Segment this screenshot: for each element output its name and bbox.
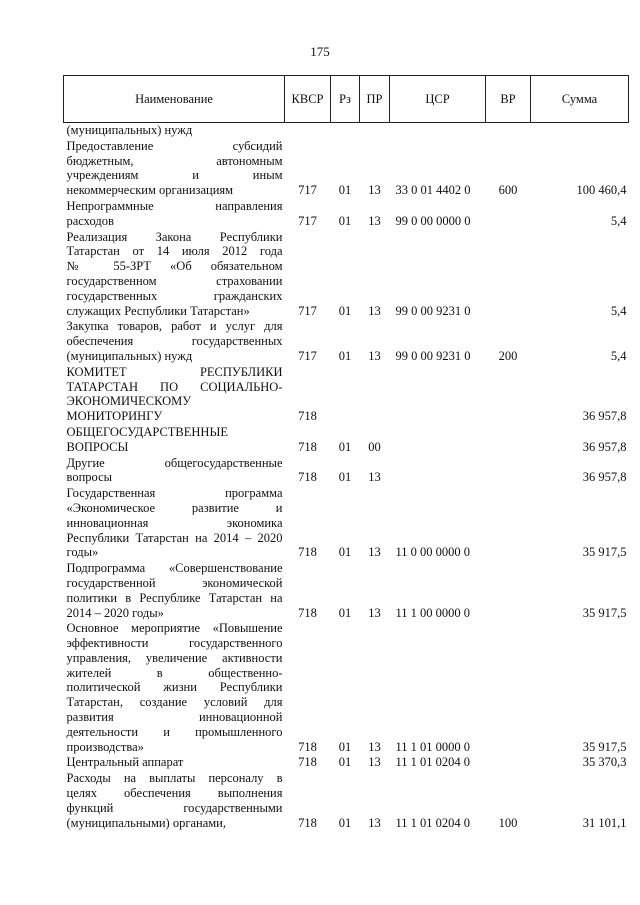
- row-name-line: обеспечения государственных: [66, 334, 283, 349]
- row-sum: 5,4: [610, 303, 627, 318]
- row-name-line: КОМИТЕТ РЕСПУБЛИКИ: [66, 364, 283, 379]
- row-name-line: ОБЩЕГОСУДАРСТВЕННЫЕ: [66, 424, 228, 439]
- row-sum: 36 957,8: [582, 470, 627, 485]
- row-kvsr: 718: [298, 605, 317, 620]
- row-pr: 13: [368, 213, 381, 228]
- row-sum: 35 370,3: [582, 755, 627, 770]
- table-row: [64, 456, 629, 487]
- row-name-line: служащих Республики Татарстан»: [66, 303, 250, 318]
- row-kvsr: 718: [298, 755, 317, 770]
- row-rz: 01: [338, 470, 352, 485]
- row-name-line: Непрограммные направления: [66, 198, 283, 213]
- row-csr: 11 1 01 0000 0: [395, 739, 471, 754]
- row-vr: [486, 561, 531, 621]
- row-name-line: «Экономическое развитие и: [66, 500, 283, 515]
- row-name: [64, 139, 285, 199]
- row-csr: [390, 425, 486, 456]
- table-header: [64, 76, 629, 123]
- row-csr: 11 1 01 0204 0: [395, 815, 471, 830]
- row-rz: 01: [338, 755, 352, 770]
- row-pr: 13: [368, 755, 381, 770]
- row-name-line: Татарстан от 14 июля 2012 года: [66, 244, 283, 259]
- row-pr: 13: [368, 739, 381, 754]
- row-name-line: Другие общегосударственные: [66, 455, 283, 470]
- row-name: [64, 771, 285, 831]
- row-csr: 11 1 00 0000 0: [395, 605, 471, 620]
- row-rz: 01: [338, 183, 352, 198]
- row-name: [64, 486, 285, 561]
- row-name-line: Подпрограмма «Совершенствование: [66, 561, 283, 576]
- row-name-line: Государственная программа: [66, 486, 283, 501]
- row-vr: [486, 621, 531, 755]
- row-sum: 35 917,5: [582, 545, 627, 560]
- row-name-line: № 55-ЗРТ «Об обязательном: [66, 259, 283, 274]
- row-csr: 11 1 01 0204 0: [395, 755, 471, 770]
- row-name-line: Расходы на выплаты персоналу в: [66, 771, 283, 786]
- row-name: [64, 621, 285, 755]
- row-csr: 99 0 00 0000 0: [395, 213, 471, 228]
- table-row: [64, 755, 629, 771]
- row-sum: 36 957,8: [582, 409, 627, 424]
- row-csr: [390, 365, 486, 425]
- row-vr: [486, 230, 531, 320]
- row-kvsr: 718: [298, 409, 317, 424]
- row-sum: 35 917,5: [582, 739, 627, 754]
- table-row: [64, 139, 629, 199]
- row-sum: [531, 123, 629, 139]
- row-name-line: вопросы: [66, 470, 113, 485]
- row-name-line: политической жизни Республики: [66, 680, 283, 695]
- row-name: [64, 425, 285, 456]
- row-pr: 13: [368, 815, 381, 830]
- table-row: [64, 486, 629, 561]
- row-csr: 33 0 01 4402 0: [395, 183, 471, 198]
- row-name-line: (муниципальными) органами,: [66, 815, 226, 830]
- row-vr: [486, 365, 531, 425]
- row-name-line: 2014 – 2020 годы»: [66, 605, 164, 620]
- row-kvsr: 718: [298, 470, 317, 485]
- row-name-line: учреждениям и иным: [66, 168, 283, 183]
- row-name-line: функций государственными: [66, 800, 283, 815]
- table-row: [64, 230, 629, 320]
- row-kvsr: 718: [298, 815, 317, 830]
- row-rz: 01: [338, 439, 352, 454]
- header-csr: ЦСР: [390, 76, 486, 123]
- row-vr: [486, 199, 531, 230]
- row-name-line: государственной экономической: [66, 575, 283, 590]
- row-csr: 11 0 00 0000 0: [395, 545, 471, 560]
- row-name: [64, 319, 285, 364]
- row-name-line: инновационная экономика: [66, 515, 283, 530]
- row-kvsr: 718: [298, 545, 317, 560]
- header-sum: Сумма: [531, 76, 629, 123]
- row-sum: 36 957,8: [582, 439, 627, 454]
- row-name-line: жителей в общественно-: [66, 665, 283, 680]
- table-row: [64, 365, 629, 425]
- table-row: [64, 425, 629, 456]
- row-pr: 13: [368, 348, 381, 363]
- row-sum: 35 917,5: [582, 605, 627, 620]
- row-name-line: (муниципальных) нужд: [66, 123, 193, 137]
- row-kvsr: 717: [298, 303, 317, 318]
- row-name-line: государственных гражданских: [66, 288, 283, 303]
- row-pr: 13: [368, 470, 381, 485]
- row-name-line: государственном страховании: [66, 273, 283, 288]
- row-kvsr: 718: [298, 739, 317, 754]
- row-name-line: бюджетным, автономным: [66, 153, 283, 168]
- row-name: [64, 561, 285, 621]
- row-sum: 31 101,1: [582, 815, 627, 830]
- table-row: [64, 561, 629, 621]
- row-name: [64, 199, 285, 230]
- header-vr: ВР: [486, 76, 531, 123]
- row-name-line: расходов: [66, 213, 114, 228]
- row-pr: 13: [368, 303, 381, 318]
- row-name-line: деятельности и промышленного: [66, 724, 283, 739]
- row-name-line: Республики Татарстан на 2014 – 2020: [66, 530, 283, 545]
- row-pr: 13: [368, 183, 381, 198]
- row-name-line: Закупка товаров, работ и услуг для: [66, 319, 283, 334]
- row-rz: 01: [338, 348, 352, 363]
- header-pr: ПР: [360, 76, 390, 123]
- row-vr: 600: [498, 183, 518, 198]
- row-name-line: Татарстан, создание условий для: [66, 695, 283, 710]
- header-kvsr: КВСР: [285, 76, 331, 123]
- row-name-line: МОНИТОРИНГУ: [66, 409, 163, 424]
- row-name-line: Основное мероприятие «Повышение: [66, 621, 283, 636]
- row-rz: 01: [338, 303, 352, 318]
- row-kvsr: 717: [298, 183, 317, 198]
- row-vr: 100: [498, 815, 518, 830]
- row-kvsr: 717: [298, 348, 317, 363]
- row-csr: 99 0 00 9231 0: [395, 303, 471, 318]
- header-name: Наименование: [64, 76, 285, 123]
- row-kvsr: 717: [298, 213, 317, 228]
- row-pr: [360, 123, 390, 139]
- row-name-line: годы»: [66, 545, 99, 560]
- row-rz: 01: [338, 739, 352, 754]
- table-body: [64, 123, 629, 832]
- row-pr: 13: [368, 605, 381, 620]
- row-name-line: Реализация Закона Республики: [66, 229, 283, 244]
- row-csr: [390, 123, 486, 139]
- row-name: [64, 365, 285, 425]
- row-rz: 01: [338, 545, 352, 560]
- row-name-line: ВОПРОСЫ: [66, 439, 129, 454]
- row-name-line: эффективности государственного: [66, 636, 283, 651]
- row-sum: 5,4: [610, 213, 627, 228]
- row-name-line: (муниципальных) нужд: [66, 348, 193, 363]
- table-row: [64, 199, 629, 230]
- row-name: [64, 123, 285, 139]
- row-name-line: ЭКОНОМИЧЕСКОМУ: [66, 394, 192, 409]
- table-row: [64, 123, 629, 139]
- row-name-line: производства»: [66, 739, 144, 754]
- row-kvsr: 718: [298, 439, 317, 454]
- row-vr: 200: [498, 348, 518, 363]
- row-rz: 01: [338, 213, 352, 228]
- row-sum: 100 460,4: [576, 183, 627, 198]
- row-pr: 00: [368, 439, 381, 454]
- row-name-line: Предоставление субсидий: [66, 138, 283, 153]
- row-name-line: Центральный аппарат: [66, 755, 184, 770]
- row-kvsr: [285, 123, 331, 139]
- page-number: 175: [310, 44, 330, 59]
- row-name-line: управления, увеличение активности: [66, 650, 283, 665]
- row-name: [64, 755, 285, 771]
- row-pr: [360, 365, 390, 425]
- row-rz: 01: [338, 815, 352, 830]
- row-rz: 01: [338, 605, 352, 620]
- row-vr: [486, 425, 531, 456]
- budget-table: [63, 75, 629, 831]
- row-csr: 99 0 00 9231 0: [395, 348, 471, 363]
- row-rz: [331, 123, 360, 139]
- row-vr: [486, 456, 531, 487]
- row-vr: [486, 486, 531, 561]
- row-name-line: целях обеспечения выполнения: [66, 786, 283, 801]
- table-row: [64, 621, 629, 755]
- row-sum: 5,4: [610, 348, 627, 363]
- header-rz: Рз: [331, 76, 360, 123]
- row-name-line: некоммерческим организациям: [66, 183, 234, 198]
- row-pr: 13: [368, 545, 381, 560]
- row-name: [64, 230, 285, 320]
- row-name-line: политики в Республике Татарстан на: [66, 590, 283, 605]
- row-name: [64, 456, 285, 487]
- table-row: [64, 319, 629, 364]
- table-row: [64, 771, 629, 831]
- row-name-line: ТАТАРСТАН ПО СОЦИАЛЬНО-: [66, 379, 283, 394]
- row-name-line: развития инновационной: [66, 710, 283, 725]
- row-csr: [390, 456, 486, 487]
- row-vr: [486, 123, 531, 139]
- row-vr: [486, 755, 531, 771]
- row-rz: [331, 365, 360, 425]
